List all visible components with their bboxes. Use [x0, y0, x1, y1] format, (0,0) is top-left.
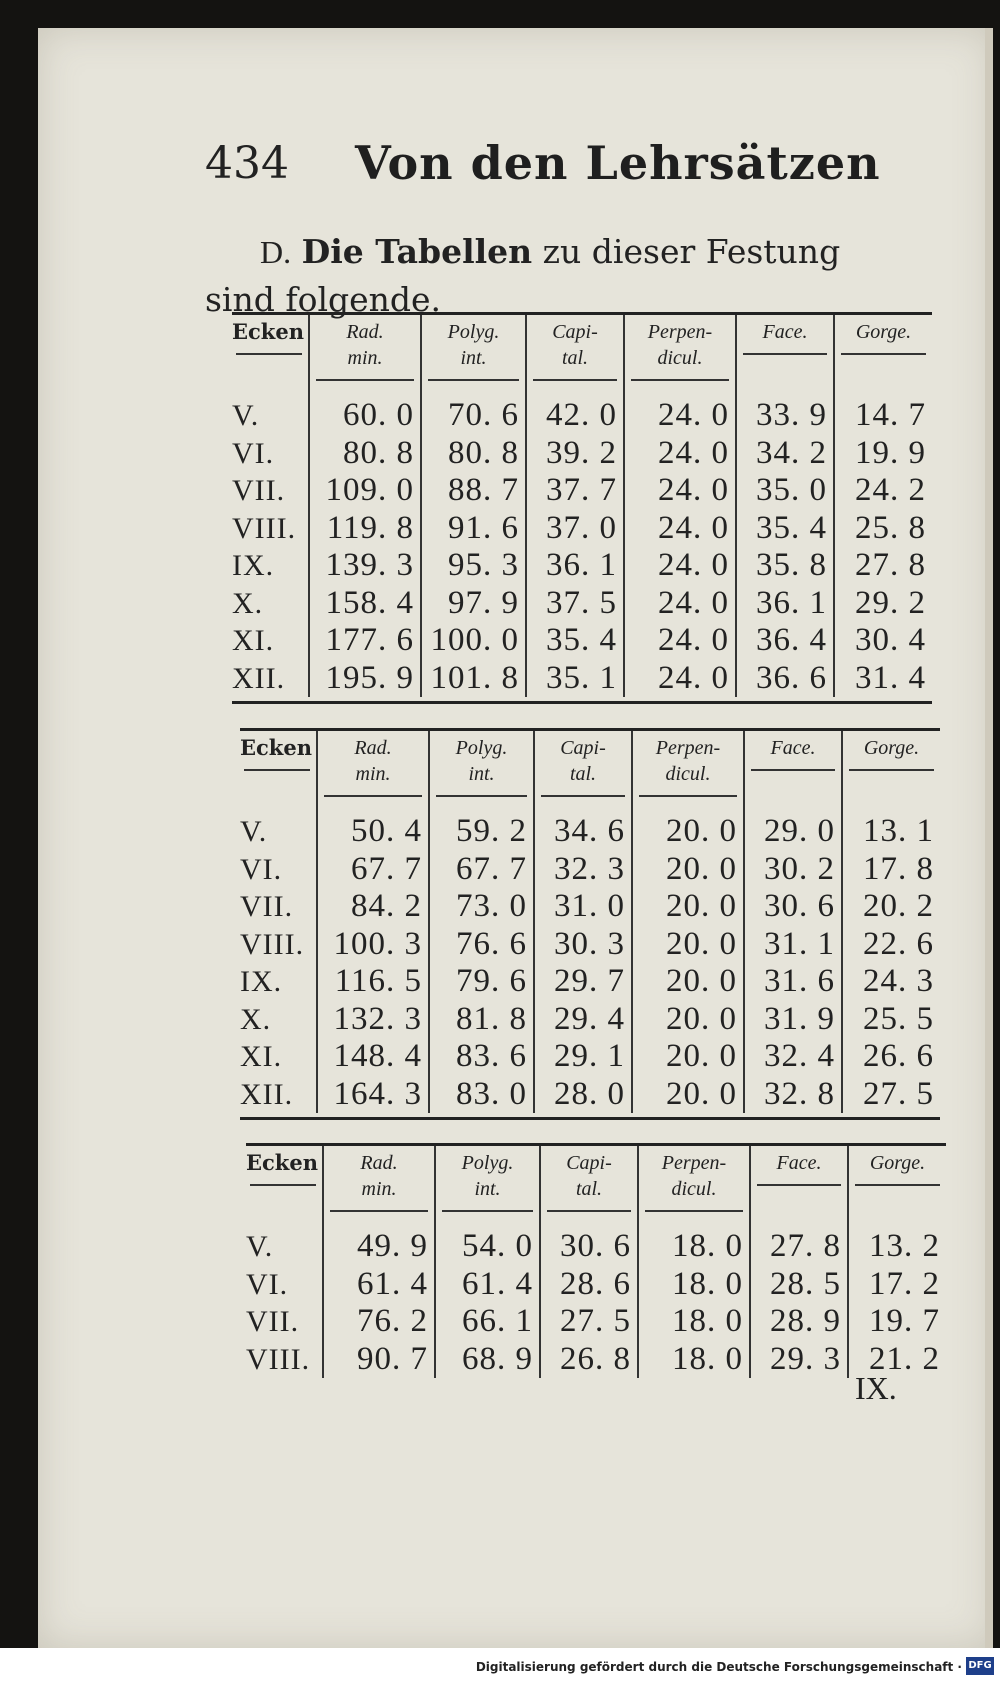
page-header	[205, 130, 925, 200]
column-header-line1: Rad.	[354, 737, 392, 759]
column-header-line2: dicul.	[657, 347, 703, 369]
table-cell: 27. 5	[842, 1076, 940, 1114]
table-cell: 24. 0	[624, 622, 736, 660]
table-cell: 39. 2	[526, 435, 624, 473]
table-cell: 29. 7	[534, 963, 632, 1001]
column-header-line1: Rad.	[360, 1152, 398, 1174]
table-bottom-rule	[232, 701, 932, 704]
table-cell: 18. 0	[638, 1303, 750, 1341]
column-header-line1: Polyg.	[447, 321, 500, 343]
table-row	[246, 1303, 946, 1341]
table-cell: 31. 9	[744, 1001, 842, 1039]
column-header-line1: Polyg.	[455, 737, 508, 759]
table-cell: 20. 0	[632, 963, 744, 1001]
table-cell: 29. 1	[534, 1038, 632, 1076]
table-cell: 29. 3	[750, 1341, 848, 1379]
table-cell: 24. 0	[624, 585, 736, 623]
table-cell: 31. 0	[534, 888, 632, 926]
table-cell: 37. 0	[526, 510, 624, 548]
table-cell: 83. 6	[429, 1038, 534, 1076]
intro-lead: Die Tabellen	[301, 232, 533, 271]
column-header	[526, 314, 624, 392]
table-row	[240, 926, 940, 964]
table-cell: 30. 3	[534, 926, 632, 964]
table-cell: 59. 2	[429, 807, 534, 851]
table-cell: 30. 4	[834, 622, 932, 660]
column-header-line1: Ecken	[232, 319, 304, 344]
data-table	[240, 728, 940, 1113]
table-cell: 26. 6	[842, 1038, 940, 1076]
table-cell: 29. 4	[534, 1001, 632, 1039]
column-header-line2: dicul.	[665, 763, 711, 785]
table-cell: 31. 1	[744, 926, 842, 964]
table-cell: 158. 4	[309, 585, 421, 623]
table-cell: 95. 3	[421, 547, 526, 585]
column-header	[834, 314, 932, 392]
column-header-line1: Capi-	[566, 1152, 612, 1174]
table-cell: 109. 0	[309, 472, 421, 510]
table-row	[232, 585, 932, 623]
fortress-table-2	[240, 728, 940, 1120]
table-cell: 37. 5	[526, 585, 624, 623]
table-cell: 31. 6	[744, 963, 842, 1001]
table-row	[240, 888, 940, 926]
page-number: 434	[205, 138, 289, 189]
table-cell: 60. 0	[309, 391, 421, 435]
table-cell: 20. 0	[632, 888, 744, 926]
table-cell: 35. 1	[526, 660, 624, 698]
table-cell: 30. 6	[744, 888, 842, 926]
table-cell: 30. 6	[540, 1222, 638, 1266]
table-cell: 19. 7	[848, 1303, 946, 1341]
row-label: VI.	[232, 436, 275, 470]
table-row	[232, 472, 932, 510]
table-row	[232, 435, 932, 473]
table-cell: 29. 2	[834, 585, 932, 623]
row-label: VII.	[246, 1305, 300, 1338]
column-header	[534, 730, 632, 808]
table-cell: 13. 2	[848, 1222, 946, 1266]
table-row	[240, 807, 940, 851]
table-cell: 54. 0	[435, 1222, 540, 1266]
table-cell: 32. 3	[534, 851, 632, 889]
table-cell: 24. 3	[842, 963, 940, 1001]
running-title: Von den Lehrsätzen	[355, 136, 881, 190]
column-header-line1: Face.	[762, 321, 808, 343]
table-cell: 80. 8	[421, 435, 526, 473]
page-edge	[985, 28, 993, 1648]
table-cell: 28. 9	[750, 1303, 848, 1341]
column-header-line1: Perpen-	[647, 321, 713, 343]
table-cell: 76. 6	[429, 926, 534, 964]
table-cell: 36. 4	[736, 622, 834, 660]
table-cell: 100. 3	[317, 926, 429, 964]
table-cell: 35. 0	[736, 472, 834, 510]
table-cell: 100. 0	[421, 622, 526, 660]
table-cell: 35. 8	[736, 547, 834, 585]
table-cell: 24. 0	[624, 510, 736, 548]
table-cell: 25. 8	[834, 510, 932, 548]
column-header-line1: Rad.	[346, 321, 384, 343]
column-header	[240, 730, 317, 808]
table-cell: 36. 1	[526, 547, 624, 585]
table-cell: 31. 4	[834, 660, 932, 698]
column-header-line2: min.	[347, 347, 383, 369]
row-label: V.	[246, 1230, 274, 1263]
row-label: V.	[232, 399, 260, 432]
table-cell: 21. 2	[848, 1341, 946, 1379]
table-cell: 177. 6	[309, 622, 421, 660]
intro-rest: zu dieser Festung sind folgende.	[205, 232, 841, 319]
table-row	[246, 1222, 946, 1266]
column-header	[744, 730, 842, 808]
table-cell: 34. 6	[534, 807, 632, 851]
row-label: XII.	[240, 1077, 294, 1111]
table-row	[240, 1076, 940, 1114]
row-label: XII.	[232, 661, 286, 695]
table-cell: 132. 3	[317, 1001, 429, 1039]
table-cell: 24. 2	[834, 472, 932, 510]
table-row	[232, 547, 932, 585]
table-cell: 101. 8	[421, 660, 526, 698]
table-cell: 70. 6	[421, 391, 526, 435]
column-header	[317, 730, 429, 808]
column-header-line1: Perpen-	[661, 1152, 727, 1174]
table-row	[232, 660, 932, 698]
table-cell: 164. 3	[317, 1076, 429, 1114]
table-cell: 20. 0	[632, 926, 744, 964]
table-row	[240, 1001, 940, 1039]
column-header	[624, 314, 736, 392]
table-cell: 88. 7	[421, 472, 526, 510]
table-cell: 195. 9	[309, 660, 421, 698]
table-cell: 24. 0	[624, 391, 736, 435]
column-header-line2: min.	[361, 1178, 397, 1200]
column-header	[429, 730, 534, 808]
table-cell: 37. 7	[526, 472, 624, 510]
table-cell: 79. 6	[429, 963, 534, 1001]
table-cell: 28. 0	[534, 1076, 632, 1114]
table-cell: 42. 0	[526, 391, 624, 435]
table-cell: 50. 4	[317, 807, 429, 851]
fortress-table-3	[246, 1143, 946, 1378]
row-label: VIII.	[240, 927, 305, 961]
column-header-line2: int.	[460, 347, 487, 369]
intro-paragraph	[205, 228, 915, 324]
row-label: VIII.	[232, 511, 297, 545]
footer-strip	[0, 1648, 1000, 1689]
table-cell: 20. 0	[632, 1001, 744, 1039]
column-header	[632, 730, 744, 808]
table-cell: 17. 2	[848, 1266, 946, 1304]
table-cell: 24. 0	[624, 660, 736, 698]
table-cell: 27. 8	[834, 547, 932, 585]
row-label: XI.	[240, 1040, 283, 1073]
table-row	[240, 963, 940, 1001]
row-label: VII.	[240, 890, 294, 923]
table-row	[240, 1038, 940, 1076]
table-cell: 139. 3	[309, 547, 421, 585]
column-header	[848, 1145, 946, 1223]
row-label: X.	[240, 1002, 272, 1036]
column-header-line1: Gorge.	[855, 321, 912, 343]
table-cell: 68. 9	[435, 1341, 540, 1379]
table-cell: 28. 6	[540, 1266, 638, 1304]
column-header	[540, 1145, 638, 1223]
column-header	[736, 314, 834, 392]
table-cell: 27. 5	[540, 1303, 638, 1341]
catchword: IX.	[855, 1370, 897, 1406]
data-table	[246, 1143, 946, 1378]
table-cell: 24. 0	[624, 435, 736, 473]
column-header	[435, 1145, 540, 1223]
table-cell: 24. 0	[624, 472, 736, 510]
table-cell: 20. 2	[842, 888, 940, 926]
column-header	[421, 314, 526, 392]
table-cell: 67. 7	[429, 851, 534, 889]
table-cell: 33. 9	[736, 391, 834, 435]
column-header-line2: int.	[468, 763, 495, 785]
table-bottom-rule	[240, 1117, 940, 1120]
table-cell: 36. 1	[736, 585, 834, 623]
column-header	[750, 1145, 848, 1223]
row-label: VI.	[246, 1267, 289, 1301]
column-header	[638, 1145, 750, 1223]
table-row	[246, 1266, 946, 1304]
table-cell: 90. 7	[323, 1341, 435, 1379]
column-header-line1: Face.	[770, 737, 816, 759]
intro-label: D.	[260, 234, 292, 270]
table-cell: 24. 0	[624, 547, 736, 585]
row-label: VII.	[232, 474, 286, 507]
row-label: XI.	[232, 624, 275, 657]
table-cell: 28. 5	[750, 1266, 848, 1304]
table-cell: 36. 6	[736, 660, 834, 698]
table-cell: 97. 9	[421, 585, 526, 623]
table-cell: 30. 2	[744, 851, 842, 889]
dfg-logo: DFG	[966, 1657, 994, 1675]
column-header	[309, 314, 421, 392]
table-cell: 22. 6	[842, 926, 940, 964]
row-label: VIII.	[246, 1342, 311, 1376]
column-header-line1: Ecken	[246, 1150, 318, 1175]
table-cell: 20. 0	[632, 1038, 744, 1076]
table-cell: 32. 4	[744, 1038, 842, 1076]
column-header-line1: Perpen-	[655, 737, 721, 759]
column-header-line2: dicul.	[671, 1178, 717, 1200]
table-cell: 17. 8	[842, 851, 940, 889]
row-label: X.	[232, 586, 264, 620]
column-header-line1: Gorge.	[869, 1152, 926, 1174]
table-cell: 73. 0	[429, 888, 534, 926]
table-cell: 13. 1	[842, 807, 940, 851]
column-header	[232, 314, 309, 392]
table-row	[246, 1341, 946, 1379]
table-cell: 27. 8	[750, 1222, 848, 1266]
table-cell: 61. 4	[435, 1266, 540, 1304]
column-header-line1: Capi-	[560, 737, 606, 759]
table-cell: 19. 9	[834, 435, 932, 473]
row-label: IX.	[232, 549, 275, 582]
table-cell: 20. 0	[632, 851, 744, 889]
table-cell: 34. 2	[736, 435, 834, 473]
table-cell: 49. 9	[323, 1222, 435, 1266]
table-cell: 116. 5	[317, 963, 429, 1001]
column-header	[842, 730, 940, 808]
table-cell: 67. 7	[317, 851, 429, 889]
table-cell: 66. 1	[435, 1303, 540, 1341]
table-row	[232, 622, 932, 660]
fortress-table-1	[232, 312, 932, 704]
table-cell: 14. 7	[834, 391, 932, 435]
column-header-line2: tal.	[575, 1178, 603, 1200]
table-cell: 148. 4	[317, 1038, 429, 1076]
table-cell: 35. 4	[736, 510, 834, 548]
table-cell: 32. 8	[744, 1076, 842, 1114]
column-header-line1: Ecken	[240, 735, 312, 760]
column-header	[246, 1145, 323, 1223]
column-header-line1: Capi-	[552, 321, 598, 343]
table-cell: 25. 5	[842, 1001, 940, 1039]
table-cell: 29. 0	[744, 807, 842, 851]
column-header-line2: tal.	[569, 763, 597, 785]
table-cell: 20. 0	[632, 1076, 744, 1114]
column-header-line1: Gorge.	[863, 737, 920, 759]
table-cell: 20. 0	[632, 807, 744, 851]
row-label: VI.	[240, 852, 283, 886]
table-cell: 26. 8	[540, 1341, 638, 1379]
column-header-line1: Face.	[776, 1152, 822, 1174]
column-header-line2: tal.	[561, 347, 589, 369]
table-cell: 81. 8	[429, 1001, 534, 1039]
table-cell: 18. 0	[638, 1222, 750, 1266]
table-cell: 35. 4	[526, 622, 624, 660]
table-row	[232, 391, 932, 435]
table-cell: 61. 4	[323, 1266, 435, 1304]
table-cell: 91. 6	[421, 510, 526, 548]
table-cell: 84. 2	[317, 888, 429, 926]
table-cell: 76. 2	[323, 1303, 435, 1341]
table-row	[240, 851, 940, 889]
column-header-line2: min.	[355, 763, 391, 785]
data-table	[232, 312, 932, 697]
table-cell: 119. 8	[309, 510, 421, 548]
footer-credit: Digitalisierung gefördert durch die Deutsche Forschungsgemeinschaft ·	[475, 1660, 962, 1674]
table-cell: 18. 0	[638, 1341, 750, 1379]
column-header-line2: int.	[474, 1178, 501, 1200]
table-cell: 18. 0	[638, 1266, 750, 1304]
column-header-line1: Polyg.	[461, 1152, 514, 1174]
row-label: IX.	[240, 965, 283, 998]
column-header	[323, 1145, 435, 1223]
table-cell: 80. 8	[309, 435, 421, 473]
table-row	[232, 510, 932, 548]
table-cell: 83. 0	[429, 1076, 534, 1114]
row-label: V.	[240, 815, 268, 848]
